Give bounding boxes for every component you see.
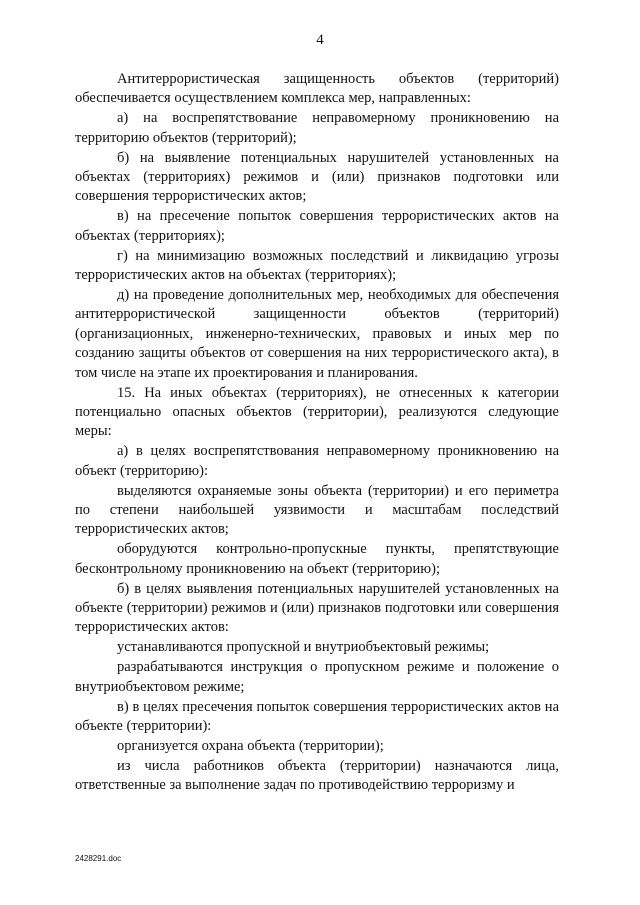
document-body (75, 70, 559, 796)
paragraph: б) на выявление потенциальных нарушителей установленных на объектах (территориях) режимов и (или) признаков подготовки или совершения террористических актов; (75, 149, 559, 205)
paragraph: в) в целях пресечения попыток совершения террористических актов на объекте (территории): (75, 698, 559, 734)
paragraph: Антитеррористическая защищенность объектов (территорий) обеспечивается осуществлением комплекса мер, направленных: (75, 71, 559, 107)
paragraph: оборудуются контрольно-пропускные пункты, препятствующие бесконтрольному проникновению на объект (территорию); (75, 541, 559, 577)
paragraph: выделяются охраняемые зоны объекта (территории) и его периметра по степени наибольшей уязвимости и масштабам последствий террористических актов; (75, 482, 559, 538)
paragraph: б) в целях выявления потенциальных нарушителей установленных на объекте (территории) режимов и (или) признаков подготовки или совершения террористических актов: (75, 580, 559, 636)
paragraph: 15. На иных объектах (территориях), не отнесенных к категории потенциально опасных объектов (территории), реализуются следующие меры: (75, 384, 559, 440)
paragraph: организуется охрана объекта (территории); (117, 737, 384, 754)
paragraph: а) в целях воспрепятствования неправомерному проникновению на объект (территорию): (75, 443, 559, 479)
paragraph: в) на пресечение попыток совершения террористических актов на объектах (территориях); (75, 208, 559, 244)
paragraph: а) на воспрепятствование неправомерному проникновению на территорию объектов (территорий); (75, 110, 559, 146)
page-number: 4 (316, 32, 324, 48)
paragraph: из числа работников объекта (территории) назначаются лица, ответственные за выполнение задач по противодействию терроризму и (75, 757, 559, 794)
footer-filename: 2428291.doc (75, 854, 122, 863)
paragraph: устанавливаются пропускной и внутриобъектовый режимы; (117, 639, 490, 656)
paragraph: д) на проведение дополнительных мер, необходимых для обеспечения антитеррористической защищенности объектов (территорий) (организационных, инженерно-технических, правовых и иных мер по созданию защиты объектов от совершения на них террористического акта), в том числе на этапе их проектирования и планирования. (75, 286, 559, 381)
paragraph: г) на минимизацию возможных последствий и ликвидацию угрозы террористических актов на объектах (территориях); (75, 247, 559, 284)
paragraph: разрабатываются инструкция о пропускном режиме и положение о внутриобъектовом режиме; (75, 659, 559, 695)
